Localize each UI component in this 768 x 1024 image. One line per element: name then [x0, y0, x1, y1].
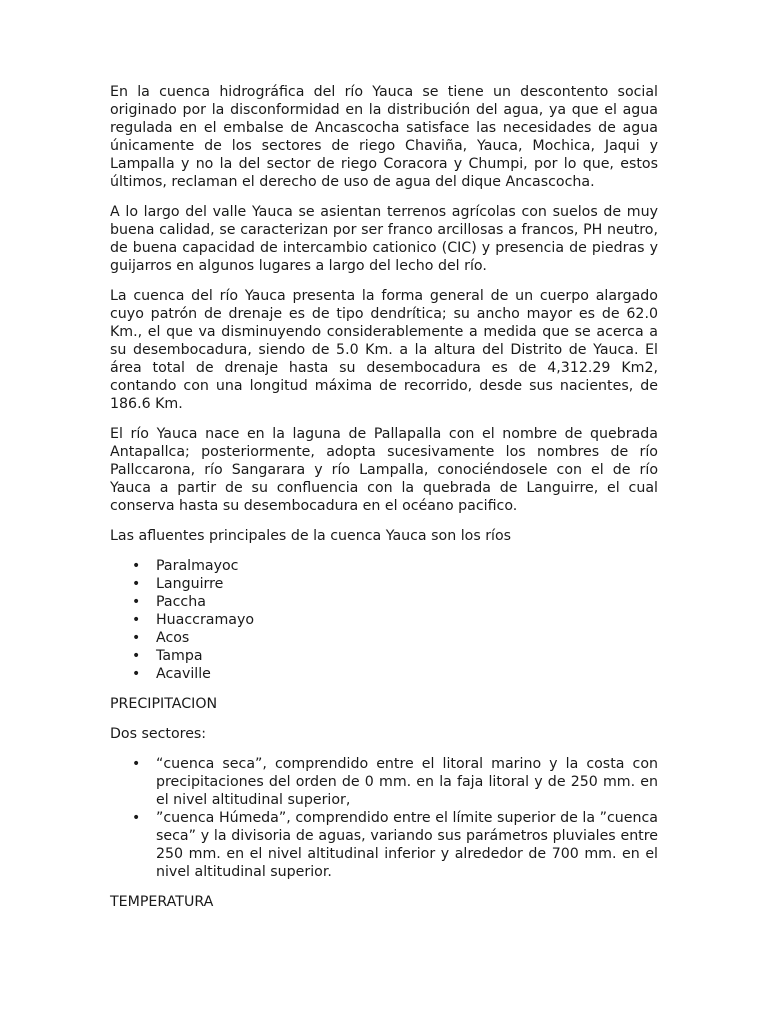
bullet-icon: •: [132, 630, 141, 646]
list-item: • Acaville: [132, 666, 211, 682]
bullet-icon: •: [132, 756, 141, 772]
list-item: • Paralmayoc: [132, 558, 239, 574]
afluentes-intro: Las afluentes principales de la cuenca Yauca son los ríos: [110, 528, 512, 544]
list-item: • Paccha: [132, 594, 206, 610]
heading-precipitacion: PRECIPITACION: [110, 696, 218, 712]
list-item: • Tampa: [132, 648, 203, 664]
paragraph-descontento: En la cuenca hidrográfica del río Yauca se tiene un descontento social originado por la disconformidad en la distribución del agua, ya que el agua regulada en el embalse de Ancascocha satisface las necesidades de agua únicamente de los sectores de riego Chaviña, Yauca, Mochica, Jaqui y Lampalla y no la del sector de riego Coracora y Chumpi, por lo que, estos últimos, reclaman el derecho de uso de agua del dique Ancascocha.: [110, 84, 658, 190]
list-item: • Acos: [132, 630, 190, 646]
list-item: • Languirre: [132, 576, 224, 592]
heading-temperatura: TEMPERATURA: [110, 894, 214, 910]
list-item: • ”cuenca Húmeda”, comprendido entre el límite superior de la ”cuenca seca” y la divisoria de aguas, variando sus parámetros pluviales entre 250 mm. en el nivel altitudinal inferior y alrededor de 700 mm. en el nivel altitudinal superior.: [132, 810, 658, 880]
bullet-icon: •: [132, 666, 141, 682]
list-item: • Huaccramayo: [132, 612, 255, 628]
sectores-intro: Dos sectores:: [110, 726, 207, 742]
bullet-icon: •: [132, 576, 141, 592]
paragraph-forma-cuenca: La cuenca del río Yauca presenta la forma general de un cuerpo alargado cuyo patrón de drenaje es de tipo dendrítica; su ancho mayor es de 62.0 Km., el que va disminuyendo considerablemente a medida que se acerca a su desembocadura, siendo de 5.0 Km. a la altura del Distrito de Yauca. El área total de drenaje hasta su desembocadura es de 4,312.29 Km2, contando con una longitud máxima de recorrido, desde sus nacientes, de 186.6 Km.: [110, 288, 658, 412]
document-page: [110, 83, 658, 923]
bullet-icon: •: [132, 558, 141, 574]
sectores-list: [110, 755, 658, 881]
bullet-icon: •: [132, 612, 141, 628]
bullet-icon: •: [132, 594, 141, 610]
bullet-icon: •: [132, 810, 141, 826]
bullet-icon: •: [132, 648, 141, 664]
paragraph-suelos: A lo largo del valle Yauca se asientan terrenos agrícolas con suelos de muy buena calidad, se caracterizan por ser franco arcillosas a francos, PH neutro, de buena capacidad de intercambio cationico (CIC) y presencia de piedras y guijarros en algunos lugares a largo del lecho del río.: [110, 204, 658, 274]
afluentes-list: [110, 557, 658, 683]
list-item: • “cuenca seca”, comprendido entre el litoral marino y la costa con precipitaciones del orden de 0 mm. en la faja litoral y de 250 mm. en el nivel altitudinal superior,: [132, 756, 658, 808]
paragraph-nacimiento-rio: El río Yauca nace en la laguna de Pallapalla con el nombre de quebrada Antapallca; posteriormente, adopta sucesivamente los nombres de río Pallccarona, río Sangarara y río Lampalla, conociéndosele con el de río Yauca a partir de su confluencia con la quebrada de Languirre, el cual conserva hasta su desembocadura en el océano pacifico.: [110, 426, 658, 514]
